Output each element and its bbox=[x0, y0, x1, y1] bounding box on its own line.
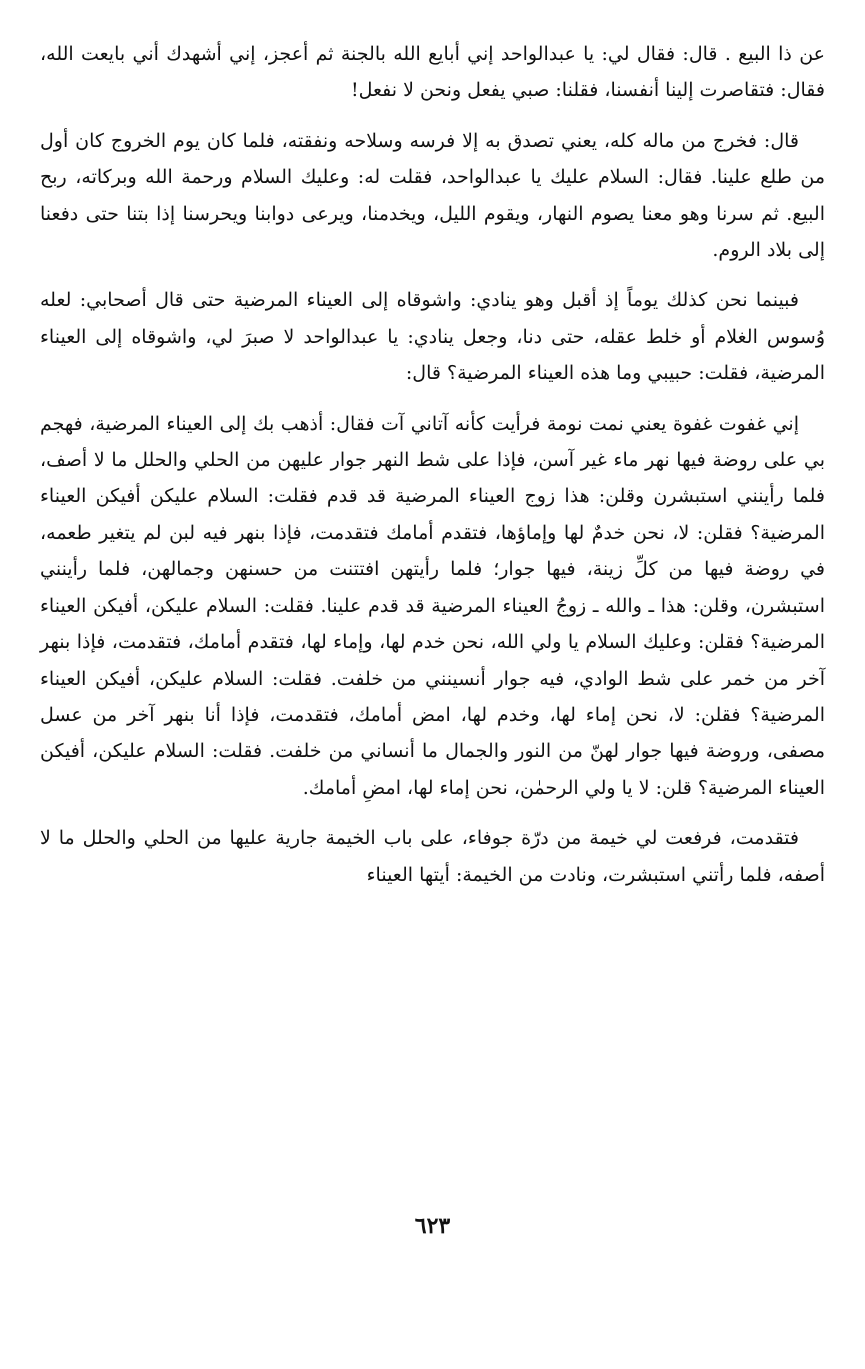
paragraph-1: عن ذا البيع . قال: فقال لي: يا عبدالواحد إني أبايع الله بالجنة ثم أعجز، إني أشهدك أني بايعت الله، فقال: فتقاصرت إلينا أنفسنا، فقلنا: صبي يفعل ونحن لا نفعل! bbox=[40, 43, 825, 102]
paragraph-5: فتقدمت، فرفعت لي خيمة من درّة جوفاء، على باب الخيمة جارية عليها من الحلي والحلل ما لا أصفه، فلما رأتني استبشرت، ونادت من الخيمة: أيتها العيناء bbox=[40, 827, 825, 886]
page-body bbox=[40, 36, 825, 907]
page-number: ٦٢٣ bbox=[414, 1213, 451, 1239]
paragraph-4: إني غفوت غفوة يعني نمت نومة فرأيت كأنه آتاني آت فقال: أذهب بك إلى العيناء المرضية، فهجم بي على روضة فيها نهر ماء غير آسن، فإذا على شط النهر جوار عليهن من الحلي والحلل ما لا أصف، فلما رأينني استبشرن وقلن: هذا زوج العيناء المرضية قد قدم فقلت: السلام عليكن أفيكن العيناء المرضية؟ فقلن: لا، نحن خدمٌ لها وإماؤها، فتقدم أمامك فتقدمت، فإذا بنهر فيه لبن لم يتغير طعمه، في روضة فيها من كلِّ زينة، فيها جوار؛ فلما رأيتهن افتتنت من حسنهن وجمالهن، فلما رأينني استبشرن، وقلن: هذا ـ والله ـ زوجُ العيناء المرضية قد قدم علينا. فقلت: السلام عليكن، أفيكن العيناء المرضية؟ فقلن: وعليك السلام يا ولي الله، نحن خدم لها، وإماء لها، فتقدم أمامك، فتقدمت، فإذا بنهر آخر من خمر على شط الوادي، فيه جوار أنسينني من خلفت. فقلت: السلام عليكن، أفيكن العيناء المرضية؟ فقلن: لا، نحن إماء لها، وخدم لها، امض أمامك، فتقدمت، فإذا أنا بنهر آخر من عسل مصفى، وروضة فيها جوار لهنّ من النور والجمال ما أنساني من خلفت. فقلت: السلام عليكن، أفيكن العيناء المرضية؟ قلن: لا يا ولي الرحمٰن، نحن إماء لها، امضِ أمامك. bbox=[40, 412, 825, 799]
paragraph-2: قال: فخرج من ماله كله، يعني تصدق به إلا فرسه وسلاحه ونفقته، فلما كان يوم الخروج كان أول من طلع علينا. فقال: السلام عليك يا عبدالواحد، فقلت له: وعليك السلام ورحمة الله وبركاته، ربح البيع. ثم سرنا وهو معنا يصوم النهار، ويقوم الليل، ويخدمنا، ويرعى دوابنا ويحرسنا إذا بتنا حتى دفعنا إلى بلاد الروم. bbox=[40, 129, 825, 262]
paragraph-3: فبينما نحن كذلك يوماً إذ أقبل وهو ينادي: واشوقاه إلى العيناء المرضية حتى قال أصحابي: لعله وُسوس الغلام أو خلط عقله، حتى دنا، وجعل ينادي: يا عبدالواحد لا صبرَ لي، واشوقاه إلى العيناء المرضية، فقلت: حبيبي وما هذه العيناء المرضية؟ قال: bbox=[40, 289, 825, 385]
